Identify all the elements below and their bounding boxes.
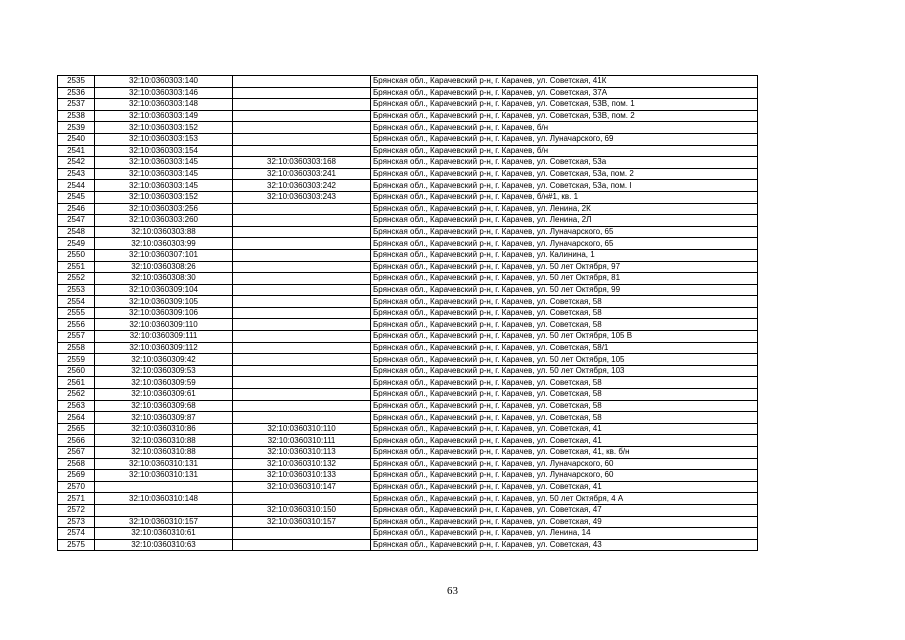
table-row <box>58 458 758 470</box>
related-cadastral-number-cell <box>233 87 371 99</box>
cadastral-number-cell: 32:10:0360309:111 <box>95 331 233 343</box>
row-number-cell: 2543 <box>58 168 95 180</box>
property-register-table <box>57 75 758 551</box>
related-cadastral-number-cell <box>233 261 371 273</box>
address-cell: Брянская обл., Карачевский р-н, г. Карачев, ул. 50 лет Октября, 99 <box>371 284 758 296</box>
row-number-cell: 2540 <box>58 133 95 145</box>
table-row <box>58 273 758 285</box>
address-cell: Брянская обл., Карачевский р-н, г. Карачев, ул. 50 лет Октября, 97 <box>371 261 758 273</box>
related-cadastral-number-cell: 32:10:0360310:111 <box>233 435 371 447</box>
table-row <box>58 76 758 88</box>
row-number-cell: 2539 <box>58 122 95 134</box>
related-cadastral-number-cell <box>233 133 371 145</box>
table-row <box>58 226 758 238</box>
row-number-cell: 2556 <box>58 319 95 331</box>
table-row <box>58 470 758 482</box>
related-cadastral-number-cell <box>233 400 371 412</box>
table-row <box>58 504 758 516</box>
cadastral-number-cell: 32:10:0360309:112 <box>95 342 233 354</box>
row-number-cell: 2564 <box>58 412 95 424</box>
address-cell: Брянская обл., Карачевский р-н, г. Карачев, ул. Ленина, 2К <box>371 203 758 215</box>
row-number-cell: 2546 <box>58 203 95 215</box>
cadastral-number-cell: 32:10:0360303:154 <box>95 145 233 157</box>
related-cadastral-number-cell: 32:10:0360310:150 <box>233 504 371 516</box>
table-row <box>58 261 758 273</box>
cadastral-number-cell <box>95 481 233 493</box>
address-cell: Брянская обл., Карачевский р-н, г. Карачев, ул. Советская, 53В, пом. 1 <box>371 99 758 111</box>
cadastral-number-cell: 32:10:0360303:148 <box>95 99 233 111</box>
cadastral-number-cell: 32:10:0360308:26 <box>95 261 233 273</box>
row-number-cell: 2573 <box>58 516 95 528</box>
table-row <box>58 238 758 250</box>
address-cell: Брянская обл., Карачевский р-н, г. Карачев, ул. 50 лет Октября, 81 <box>371 273 758 285</box>
row-number-cell: 2572 <box>58 504 95 516</box>
table-row <box>58 528 758 540</box>
related-cadastral-number-cell <box>233 296 371 308</box>
address-cell: Брянская обл., Карачевский р-н, г. Карачев, б/н <box>371 145 758 157</box>
cadastral-number-cell: 32:10:0360303:140 <box>95 76 233 88</box>
related-cadastral-number-cell: 32:10:0360310:147 <box>233 481 371 493</box>
table-row <box>58 110 758 122</box>
table-row <box>58 133 758 145</box>
row-number-cell: 2536 <box>58 87 95 99</box>
address-cell: Брянская обл., Карачевский р-н, г. Карачев, ул. Советская, 41 <box>371 435 758 447</box>
cadastral-number-cell: 32:10:0360309:87 <box>95 412 233 424</box>
related-cadastral-number-cell: 32:10:0360310:110 <box>233 423 371 435</box>
address-cell: Брянская обл., Карачевский р-н, г. Карачев, ул. Ленина, 2Л <box>371 215 758 227</box>
address-cell: Брянская обл., Карачевский р-н, г. Карачев, ул. Советская, 53а <box>371 157 758 169</box>
cadastral-number-cell: 32:10:0360310:63 <box>95 539 233 551</box>
cadastral-number-cell: 32:10:0360309:106 <box>95 307 233 319</box>
table-row <box>58 493 758 505</box>
table-row <box>58 180 758 192</box>
related-cadastral-number-cell <box>233 238 371 250</box>
row-number-cell: 2566 <box>58 435 95 447</box>
row-number-cell: 2538 <box>58 110 95 122</box>
row-number-cell: 2544 <box>58 180 95 192</box>
table-row <box>58 122 758 134</box>
table-row <box>58 145 758 157</box>
address-cell: Брянская обл., Карачевский р-н, г. Карачев, ул. Советская, 58/1 <box>371 342 758 354</box>
related-cadastral-number-cell <box>233 307 371 319</box>
address-cell: Брянская обл., Карачевский р-н, г. Карачев, ул. Советская, 37А <box>371 87 758 99</box>
address-cell: Брянская обл., Карачевский р-н, г. Карачев, ул. Советская, 53а, пом. I <box>371 180 758 192</box>
address-cell: Брянская обл., Карачевский р-н, г. Карачев, ул. Луначарского, 65 <box>371 238 758 250</box>
related-cadastral-number-cell <box>233 76 371 88</box>
address-cell: Брянская обл., Карачевский р-н, г. Карачев, ул. Советская, 58 <box>371 377 758 389</box>
table-row <box>58 99 758 111</box>
address-cell: Брянская обл., Карачевский р-н, г. Карачев, ул. Советская, 58 <box>371 412 758 424</box>
table-row <box>58 354 758 366</box>
table-row <box>58 539 758 551</box>
address-cell: Брянская обл., Карачевский р-н, г. Карачев, ул. 50 лет Октября, 105 <box>371 354 758 366</box>
table-row <box>58 342 758 354</box>
related-cadastral-number-cell: 32:10:0360303:168 <box>233 157 371 169</box>
address-cell: Брянская обл., Карачевский р-н, г. Карачев, ул. Советская, 41, кв. б/н <box>371 447 758 459</box>
cadastral-number-cell: 32:10:0360309:104 <box>95 284 233 296</box>
related-cadastral-number-cell <box>233 203 371 215</box>
row-number-cell: 2563 <box>58 400 95 412</box>
related-cadastral-number-cell: 32:10:0360310:113 <box>233 447 371 459</box>
cadastral-number-cell: 32:10:0360303:152 <box>95 191 233 203</box>
table-row <box>58 319 758 331</box>
related-cadastral-number-cell <box>233 365 371 377</box>
address-cell: Брянская обл., Карачевский р-н, г. Карачев, ул. 50 лет Октября, 105 В <box>371 331 758 343</box>
address-cell: Брянская обл., Карачевский р-н, г. Карачев, ул. Советская, 53В, пом. 2 <box>371 110 758 122</box>
cadastral-number-cell: 32:10:0360303:145 <box>95 168 233 180</box>
related-cadastral-number-cell <box>233 249 371 261</box>
row-number-cell: 2565 <box>58 423 95 435</box>
cadastral-number-cell: 32:10:0360303:152 <box>95 122 233 134</box>
cadastral-number-cell: 32:10:0360309:68 <box>95 400 233 412</box>
address-cell: Брянская обл., Карачевский р-н, г. Карачев, ул. Советская, 41К <box>371 76 758 88</box>
table-row <box>58 423 758 435</box>
address-cell: Брянская обл., Карачевский р-н, г. Карачев, ул. Луначарского, 69 <box>371 133 758 145</box>
cadastral-number-cell: 32:10:0360307:101 <box>95 249 233 261</box>
address-cell: Брянская обл., Карачевский р-н, г. Карачев, ул. Калинина, 1 <box>371 249 758 261</box>
table-row <box>58 365 758 377</box>
address-cell: Брянская обл., Карачевский р-н, г. Карачев, ул. Советская, 47 <box>371 504 758 516</box>
row-number-cell: 2568 <box>58 458 95 470</box>
related-cadastral-number-cell <box>233 319 371 331</box>
cadastral-number-cell: 32:10:0360309:61 <box>95 389 233 401</box>
row-number-cell: 2550 <box>58 249 95 261</box>
cadastral-number-cell: 32:10:0360309:59 <box>95 377 233 389</box>
address-cell: Брянская обл., Карачевский р-н, г. Карачев, б/н#1, кв. 1 <box>371 191 758 203</box>
related-cadastral-number-cell <box>233 273 371 285</box>
cadastral-number-cell: 32:10:0360309:105 <box>95 296 233 308</box>
table-row <box>58 191 758 203</box>
row-number-cell: 2561 <box>58 377 95 389</box>
row-number-cell: 2567 <box>58 447 95 459</box>
address-cell: Брянская обл., Карачевский р-н, г. Карачев, б/н <box>371 122 758 134</box>
related-cadastral-number-cell <box>233 412 371 424</box>
table-row <box>58 447 758 459</box>
table-body <box>58 76 758 551</box>
related-cadastral-number-cell: 32:10:0360310:132 <box>233 458 371 470</box>
address-cell: Брянская обл., Карачевский р-н, г. Карачев, ул. Советская, 58 <box>371 400 758 412</box>
cadastral-number-cell: 32:10:0360310:131 <box>95 458 233 470</box>
related-cadastral-number-cell <box>233 528 371 540</box>
address-cell: Брянская обл., Карачевский р-н, г. Карачев, ул. Советская, 58 <box>371 319 758 331</box>
related-cadastral-number-cell <box>233 354 371 366</box>
row-number-cell: 2571 <box>58 493 95 505</box>
cadastral-number-cell: 32:10:0360310:148 <box>95 493 233 505</box>
address-cell: Брянская обл., Карачевский р-н, г. Карачев, ул. Советская, 58 <box>371 296 758 308</box>
cadastral-number-cell: 32:10:0360303:88 <box>95 226 233 238</box>
related-cadastral-number-cell: 32:10:0360310:133 <box>233 470 371 482</box>
cadastral-number-cell <box>95 504 233 516</box>
table-row <box>58 389 758 401</box>
related-cadastral-number-cell <box>233 539 371 551</box>
related-cadastral-number-cell <box>233 342 371 354</box>
cadastral-number-cell: 32:10:0360303:149 <box>95 110 233 122</box>
row-number-cell: 2547 <box>58 215 95 227</box>
row-number-cell: 2541 <box>58 145 95 157</box>
row-number-cell: 2551 <box>58 261 95 273</box>
cadastral-number-cell: 32:10:0360310:131 <box>95 470 233 482</box>
table-row <box>58 435 758 447</box>
page-number: 63 <box>447 585 458 597</box>
row-number-cell: 2537 <box>58 99 95 111</box>
row-number-cell: 2555 <box>58 307 95 319</box>
row-number-cell: 2553 <box>58 284 95 296</box>
cadastral-number-cell: 32:10:0360303:260 <box>95 215 233 227</box>
related-cadastral-number-cell: 32:10:0360303:241 <box>233 168 371 180</box>
address-cell: Брянская обл., Карачевский р-н, г. Карачев, ул. Советская, 58 <box>371 307 758 319</box>
table-row <box>58 168 758 180</box>
related-cadastral-number-cell <box>233 284 371 296</box>
address-cell: Брянская обл., Карачевский р-н, г. Карачев, ул. Советская, 49 <box>371 516 758 528</box>
cadastral-number-cell: 32:10:0360303:256 <box>95 203 233 215</box>
row-number-cell: 2557 <box>58 331 95 343</box>
table-row <box>58 203 758 215</box>
related-cadastral-number-cell <box>233 110 371 122</box>
address-cell: Брянская обл., Карачевский р-н, г. Карачев, ул. Советская, 53а, пом. 2 <box>371 168 758 180</box>
row-number-cell: 2542 <box>58 157 95 169</box>
row-number-cell: 2559 <box>58 354 95 366</box>
table-row <box>58 400 758 412</box>
related-cadastral-number-cell <box>233 331 371 343</box>
related-cadastral-number-cell <box>233 226 371 238</box>
table-row <box>58 215 758 227</box>
related-cadastral-number-cell <box>233 215 371 227</box>
cadastral-number-cell: 32:10:0360303:99 <box>95 238 233 250</box>
address-cell: Брянская обл., Карачевский р-н, г. Карачев, ул. Советская, 58 <box>371 389 758 401</box>
row-number-cell: 2549 <box>58 238 95 250</box>
row-number-cell: 2535 <box>58 76 95 88</box>
table-row <box>58 157 758 169</box>
related-cadastral-number-cell <box>233 493 371 505</box>
table-row <box>58 516 758 528</box>
cadastral-number-cell: 32:10:0360303:145 <box>95 180 233 192</box>
cadastral-number-cell: 32:10:0360310:157 <box>95 516 233 528</box>
table-row <box>58 249 758 261</box>
related-cadastral-number-cell <box>233 99 371 111</box>
row-number-cell: 2545 <box>58 191 95 203</box>
table-row <box>58 412 758 424</box>
address-cell: Брянская обл., Карачевский р-н, г. Карачев, ул. Луначарского, 60 <box>371 458 758 470</box>
related-cadastral-number-cell: 32:10:0360310:157 <box>233 516 371 528</box>
cadastral-number-cell: 32:10:0360310:88 <box>95 447 233 459</box>
address-cell: Брянская обл., Карачевский р-н, г. Карачев, ул. 50 лет Октября, 103 <box>371 365 758 377</box>
related-cadastral-number-cell <box>233 145 371 157</box>
row-number-cell: 2562 <box>58 389 95 401</box>
address-cell: Брянская обл., Карачевский р-н, г. Карачев, ул. Советская, 41 <box>371 423 758 435</box>
row-number-cell: 2575 <box>58 539 95 551</box>
table-row <box>58 377 758 389</box>
table-row <box>58 331 758 343</box>
row-number-cell: 2560 <box>58 365 95 377</box>
table-row <box>58 296 758 308</box>
cadastral-number-cell: 32:10:0360309:110 <box>95 319 233 331</box>
table-row <box>58 307 758 319</box>
related-cadastral-number-cell: 32:10:0360303:242 <box>233 180 371 192</box>
address-cell: Брянская обл., Карачевский р-н, г. Карачев, ул. Советская, 41 <box>371 481 758 493</box>
cadastral-number-cell: 32:10:0360303:146 <box>95 87 233 99</box>
related-cadastral-number-cell: 32:10:0360303:243 <box>233 191 371 203</box>
address-cell: Брянская обл., Карачевский р-н, г. Карачев, ул. Ленина, 14 <box>371 528 758 540</box>
cadastral-number-cell: 32:10:0360310:61 <box>95 528 233 540</box>
address-cell: Брянская обл., Карачевский р-н, г. Карачев, ул. 50 лет Октября, 4 А <box>371 493 758 505</box>
row-number-cell: 2574 <box>58 528 95 540</box>
row-number-cell: 2554 <box>58 296 95 308</box>
related-cadastral-number-cell <box>233 377 371 389</box>
address-cell: Брянская обл., Карачевский р-н, г. Карачев, ул. Луначарского, 60 <box>371 470 758 482</box>
related-cadastral-number-cell <box>233 122 371 134</box>
row-number-cell: 2569 <box>58 470 95 482</box>
cadastral-number-cell: 32:10:0360310:86 <box>95 423 233 435</box>
address-cell: Брянская обл., Карачевский р-н, г. Карачев, ул. Луначарского, 65 <box>371 226 758 238</box>
cadastral-number-cell: 32:10:0360310:88 <box>95 435 233 447</box>
row-number-cell: 2570 <box>58 481 95 493</box>
row-number-cell: 2558 <box>58 342 95 354</box>
table-row <box>58 284 758 296</box>
cadastral-number-cell: 32:10:0360309:53 <box>95 365 233 377</box>
cadastral-number-cell: 32:10:0360303:145 <box>95 157 233 169</box>
cadastral-number-cell: 32:10:0360308:30 <box>95 273 233 285</box>
cadastral-number-cell: 32:10:0360303:153 <box>95 133 233 145</box>
address-cell: Брянская обл., Карачевский р-н, г. Карачев, ул. Советская, 43 <box>371 539 758 551</box>
table-row <box>58 87 758 99</box>
cadastral-number-cell: 32:10:0360309:42 <box>95 354 233 366</box>
table-row <box>58 481 758 493</box>
related-cadastral-number-cell <box>233 389 371 401</box>
row-number-cell: 2548 <box>58 226 95 238</box>
row-number-cell: 2552 <box>58 273 95 285</box>
